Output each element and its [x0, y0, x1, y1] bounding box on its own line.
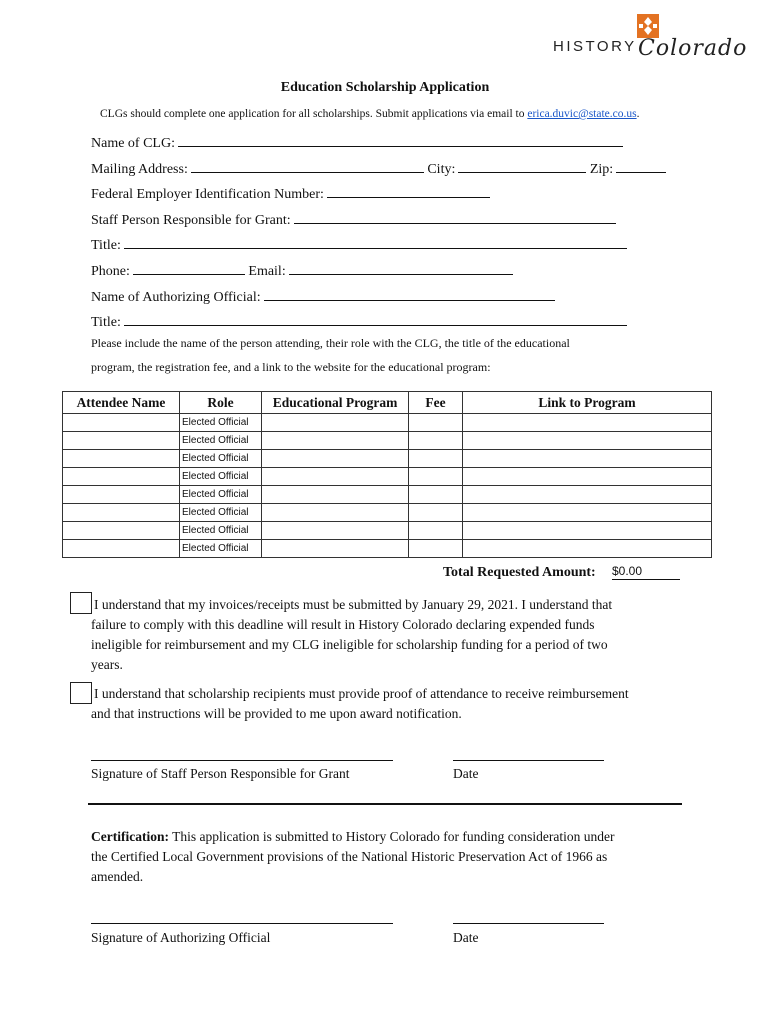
link-to-program-cell[interactable] [463, 414, 712, 432]
intro-text [100, 108, 639, 120]
intro-end: . [636, 108, 640, 120]
table-row [63, 486, 712, 504]
educational-program-cell[interactable] [262, 522, 409, 540]
educational-program-cell[interactable] [262, 486, 409, 504]
ack1-line-3: ineligible for reimbursement and my CLG ineligible for scholarship funding for a period of two [91, 637, 608, 652]
educational-program-cell[interactable] [262, 414, 409, 432]
city-field[interactable] [458, 158, 586, 173]
attendee-name-cell[interactable] [63, 486, 180, 504]
instructions-line-2: program, the registration fee, and a link to the website for the educational program: [91, 360, 491, 374]
authorizing-official-field[interactable] [264, 286, 555, 301]
mailing-address-label: Mailing Address: [91, 162, 188, 177]
authorizing-official-row [91, 286, 555, 304]
history-colorado-mark-icon [637, 14, 659, 38]
attendee-table [62, 391, 712, 558]
staff-signature-label: Signature of Staff Person Responsible for Grant [91, 766, 350, 781]
authorizing-official-label: Name of Authorizing Official: [91, 290, 261, 305]
history-colorado-logo [548, 14, 748, 64]
title-row-1 [91, 234, 627, 252]
table-row [63, 450, 712, 468]
fee-cell[interactable] [409, 450, 463, 468]
table-row [63, 468, 712, 486]
educational-program-cell[interactable] [262, 432, 409, 450]
table-row [63, 414, 712, 432]
ack2-line-1: I understand that scholarship recipients must provide proof of attendance to receive reimbursement [94, 686, 629, 701]
title-row-2 [91, 311, 627, 329]
logo-word-colorado: Colorado [638, 36, 748, 61]
logo-word-history: HISTORY [553, 38, 637, 55]
fein-label: Federal Employer Identification Number: [91, 187, 324, 202]
link-to-program-cell[interactable] [463, 486, 712, 504]
certification-line-1: This application is submitted to History Colorado for funding consideration under [168, 829, 615, 844]
ack1-line-2: failure to comply with this deadline will result in History Colorado declaring expended funds [91, 617, 595, 632]
fee-cell[interactable] [409, 522, 463, 540]
certification-label: Certification: [91, 829, 169, 844]
date-line-1[interactable] [453, 759, 604, 761]
fee-cell[interactable] [409, 432, 463, 450]
fee-cell[interactable] [409, 486, 463, 504]
certification-text [91, 827, 615, 887]
title-field-1[interactable] [124, 234, 627, 249]
zip-label: Zip: [589, 162, 614, 177]
mailing-address-field[interactable] [191, 158, 424, 173]
fein-field[interactable] [327, 183, 490, 198]
clg-name-row [91, 132, 623, 150]
link-to-program-cell[interactable] [463, 504, 712, 522]
header-attendee-name: Attendee Name [63, 392, 180, 414]
zip-field[interactable] [616, 158, 666, 173]
invoice-deadline-text [91, 595, 612, 675]
header-link-to-program: Link to Program [463, 392, 712, 414]
certification-line-2: the Certified Local Government provisions of the National Historic Preservation Act of 1966 as [91, 849, 608, 864]
educational-program-cell[interactable] [262, 504, 409, 522]
clg-name-field[interactable] [178, 132, 623, 147]
link-to-program-cell[interactable] [463, 540, 712, 558]
table-header-row [63, 392, 712, 414]
header-educational-program: Educational Program [262, 392, 409, 414]
educational-program-cell[interactable] [262, 540, 409, 558]
section-divider [88, 803, 682, 805]
email-field[interactable] [289, 260, 513, 275]
role-cell[interactable]: Elected Official [180, 432, 262, 450]
role-cell[interactable]: Elected Official [180, 486, 262, 504]
link-to-program-cell[interactable] [463, 468, 712, 486]
attendee-name-cell[interactable] [63, 468, 180, 486]
staff-person-row [91, 209, 616, 227]
attendee-name-cell[interactable] [63, 414, 180, 432]
certification-line-3: amended. [91, 869, 144, 884]
date-label-1: Date [453, 766, 479, 781]
official-signature-line[interactable] [91, 922, 393, 924]
mailing-address-row [91, 158, 666, 176]
attendee-name-cell[interactable] [63, 450, 180, 468]
proof-of-attendance-checkbox[interactable] [70, 682, 92, 704]
submission-email-link[interactable]: erica.duvic@state.co.us [527, 108, 637, 120]
table-row [63, 504, 712, 522]
date-line-2[interactable] [453, 922, 604, 924]
link-to-program-cell[interactable] [463, 450, 712, 468]
total-requested-label: Total Requested Amount: [443, 565, 596, 580]
educational-program-cell[interactable] [262, 468, 409, 486]
fee-cell[interactable] [409, 414, 463, 432]
official-signature-label: Signature of Authorizing Official [91, 930, 271, 945]
role-cell[interactable]: Elected Official [180, 450, 262, 468]
form-title: Education Scholarship Application [280, 80, 490, 95]
role-cell[interactable]: Elected Official [180, 540, 262, 558]
fein-row [91, 183, 490, 201]
city-label: City: [427, 162, 456, 177]
staff-person-field[interactable] [294, 209, 616, 224]
phone-label: Phone: [91, 264, 130, 279]
link-to-program-cell[interactable] [463, 432, 712, 450]
role-cell[interactable]: Elected Official [180, 522, 262, 540]
educational-program-cell[interactable] [262, 450, 409, 468]
attendee-name-cell[interactable] [63, 504, 180, 522]
fee-cell[interactable] [409, 468, 463, 486]
attendee-name-cell[interactable] [63, 522, 180, 540]
attendee-name-cell[interactable] [63, 432, 180, 450]
role-cell[interactable]: Elected Official [180, 414, 262, 432]
ack1-line-4: years. [91, 657, 123, 672]
ack1-line-1: I understand that my invoices/receipts must be submitted by January 29, 2021. I understand that [94, 597, 613, 612]
total-requested-amount[interactable]: $0.00 [612, 564, 680, 580]
title-label-1: Title: [91, 238, 121, 253]
clg-name-label: Name of CLG: [91, 136, 175, 151]
table-row [63, 522, 712, 540]
role-cell[interactable]: Elected Official [180, 504, 262, 522]
header-role: Role [180, 392, 262, 414]
instructions-line-1: Please include the name of the person attending, their role with the CLG, the title of the educational [91, 336, 570, 350]
phone-field[interactable] [133, 260, 245, 275]
email-label: Email: [248, 264, 286, 279]
table-row [63, 432, 712, 450]
proof-of-attendance-text [91, 684, 629, 724]
title-field-2[interactable] [124, 311, 627, 326]
fee-cell[interactable] [409, 504, 463, 522]
staff-person-label: Staff Person Responsible for Grant: [91, 213, 291, 228]
staff-signature-line[interactable] [91, 759, 393, 761]
link-to-program-cell[interactable] [463, 522, 712, 540]
header-fee: Fee [409, 392, 463, 414]
invoice-deadline-checkbox[interactable] [70, 592, 92, 614]
date-label-2: Date [453, 930, 479, 945]
title-label-2: Title: [91, 315, 121, 330]
table-row [63, 540, 712, 558]
attendee-name-cell[interactable] [63, 540, 180, 558]
ack2-line-2: and that instructions will be provided to me upon award notification. [91, 706, 462, 721]
fee-cell[interactable] [409, 540, 463, 558]
phone-email-row [91, 260, 513, 278]
role-cell[interactable]: Elected Official [180, 468, 262, 486]
intro-body: CLGs should complete one application for all scholarships. Submit applications via email to [100, 108, 528, 120]
